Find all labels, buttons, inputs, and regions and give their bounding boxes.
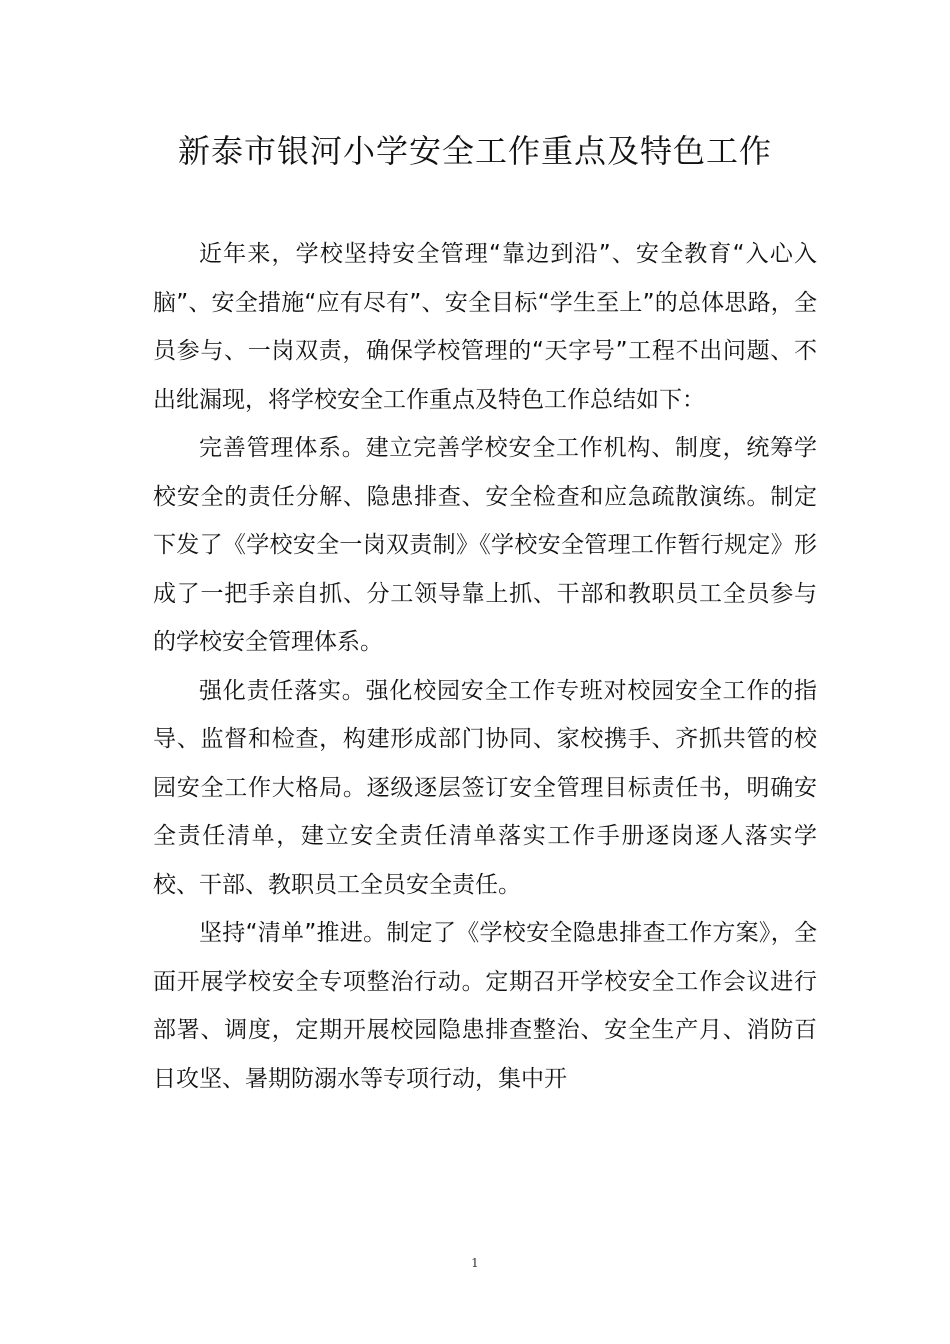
- paragraph-management-system: 完善管理体系。建立完善学校安全工作机构、制度，统筹学校安全的责任分解、隐患排查、安全检查和应急疏散演练。制定下发了《学校安全一岗双责制》《学校安全管理工作暂行规定》形成了一把手亲自抓、分工领导靠上抓、干部和教职员工全员参与的学校安全管理体系。: [153, 435, 817, 655]
- document-body: [153, 230, 817, 1103]
- paragraph-checklist: 坚持“清单”推进。制定了《学校安全隐患排查工作方案》，全面开展学校安全专项整治行动。定期召开学校安全工作会议进行部署、调度，定期开展校园隐患排查整治、安全生产月、消防百日攻坚、暑期防溺水等专项行动，集中开: [153, 920, 817, 1092]
- paragraph-responsibility: 强化责任落实。强化校园安全工作专班对校园安全工作的指导、监督和检查，构建形成部门协同、家校携手、齐抓共管的校园安全工作大格局。逐级逐层签订安全管理目标责任书，明确安全责任清单，建立安全责任清单落实工作手册逐岗逐人落实学校、干部、教职员工全员安全责任。: [153, 677, 817, 898]
- paragraph-intro: 近年来，学校坚持安全管理“靠边到沿”、安全教育“入心入脑”、安全措施“应有尽有”、安全目标“学生至上”的总体思路，全员参与、一岗双责，确保学校管理的“天字号”工程不出问题、不出纰漏现，将学校安全工作重点及特色工作总结如下：: [153, 241, 817, 413]
- page-number: 1: [471, 1256, 479, 1270]
- page-title: 新泰市银河小学安全工作重点及特色工作: [177, 132, 772, 170]
